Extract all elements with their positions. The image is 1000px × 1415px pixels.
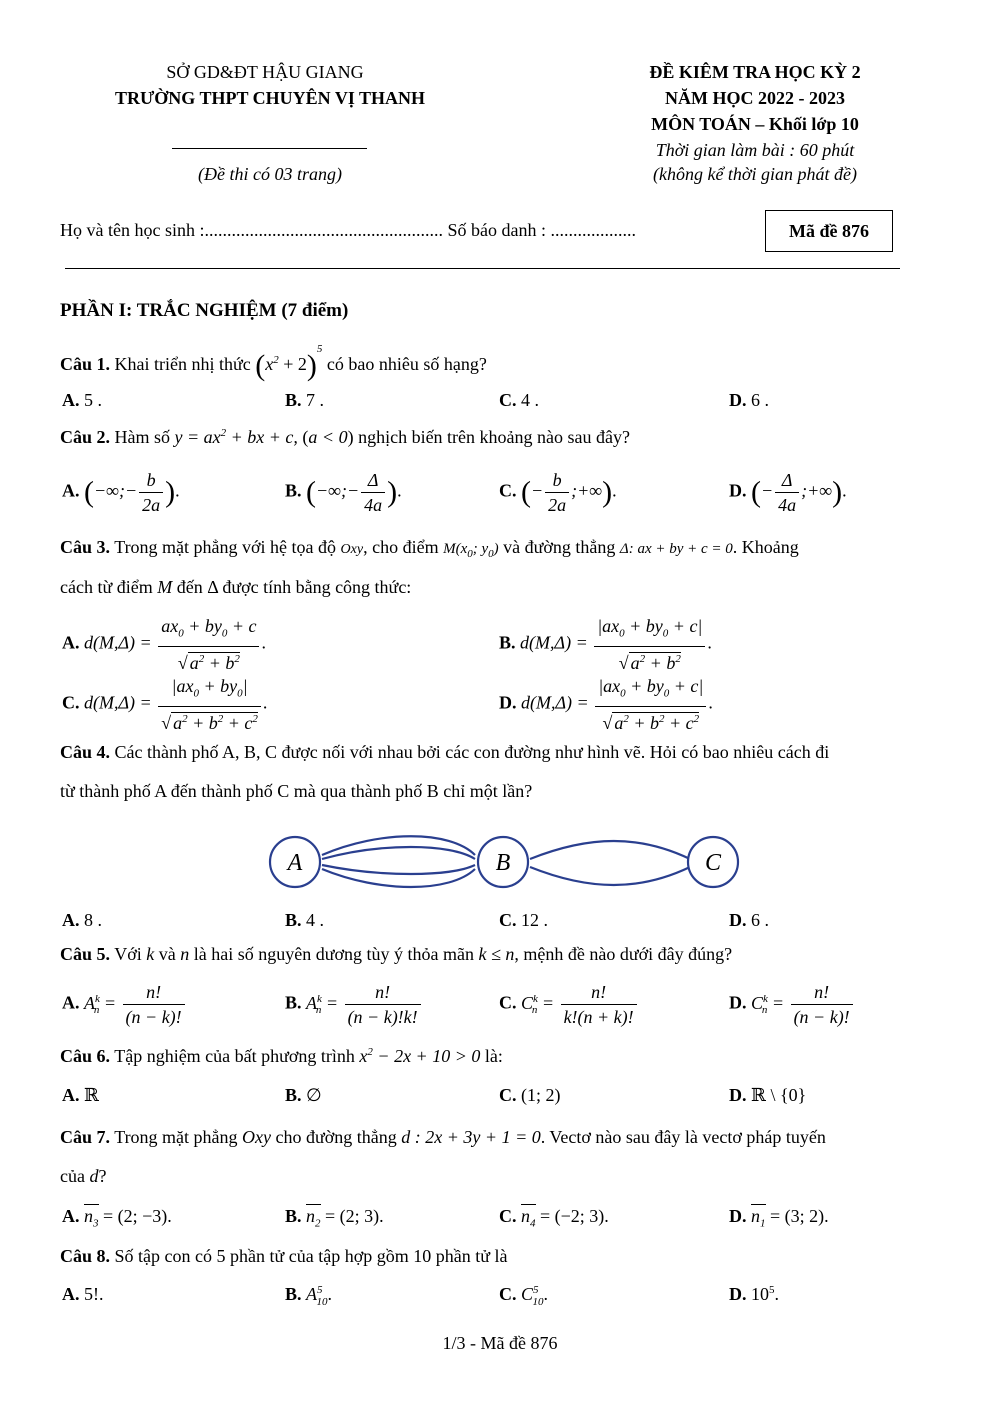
city-road-diagram [260, 825, 750, 900]
q1-expression: $(x^2 + 2)^5$ [255, 343, 323, 382]
road-bc-2 [530, 867, 690, 885]
page-footer: 1/3 - Mã đề 876 [442, 1333, 558, 1353]
question-3-line2: cách từ điểm M đến Δ được tính bằng công thức: [60, 577, 412, 597]
time-note: (không kể thời gian phát đề) [652, 164, 858, 184]
school-year: NĂM HỌC 2022 - 2023 [665, 88, 845, 108]
q2-option-a: A. (−∞;− $\frac{b}{2a}$ ). [62, 470, 180, 515]
question-4: Câu 4. Các thành phố A, B, C được nối với nhau bởi các con đường như hình vẽ. Hỏi có bao nhiêu cách đi [60, 742, 830, 762]
q7-option-b: B. $n_2 = (2$; 3). [285, 1206, 384, 1230]
question-7-line2: của d? [60, 1166, 107, 1186]
student-info-line: Họ và tên học sinh :..................................................... Số báo danh : ................... [60, 220, 636, 240]
q1-text-a: Khai triển nhị thức [114, 354, 251, 374]
question-1 [60, 343, 487, 383]
question-3: Câu 3. Trong mặt phẳng với hệ tọa độ Oxy, cho điểm $M(x_0$; $y_0$) và đường thẳng Δ: ax + by + c = 0. Khoảng [60, 537, 799, 560]
q4-option-c: C. 12 . [499, 910, 548, 930]
school-name: TRƯỜNG THPT CHUYÊN VỊ THANH [114, 88, 426, 108]
q1-option-b: B. 7 . [285, 390, 325, 410]
exam-title: ĐỀ KIÊM TRA HỌC KỲ 2 [649, 62, 861, 82]
header-rule [65, 268, 900, 269]
q1-text-b: có bao nhiêu số hạng? [326, 354, 487, 374]
road-ab-3 [322, 865, 475, 874]
q3-option-d: D. d(M,Δ) = $\frac{|ax_0 + by_0 + c|}{√ a^2 + b^2 + c^2}$ . [499, 676, 713, 733]
q8-option-d: D. $10^5$. [729, 1284, 779, 1304]
section-title: PHẦN I: TRẮC NGHIỆM (7 điểm) [60, 300, 349, 321]
q3-option-b: B. d(M,Δ) = $\frac{|ax_0 + by_0 + c|}{√ a^2 + b^2}$ . [499, 616, 712, 673]
subject: MÔN TOÁN – Khối lớp 10 [651, 114, 859, 134]
q1-label: Câu 1. [60, 354, 111, 374]
q6-option-a: A. ℝ [62, 1085, 99, 1105]
road-bc-1 [530, 841, 690, 859]
q4-option-d: D. 6 . [729, 910, 769, 930]
question-5: Câu 5. Với k và n là hai số nguyên dương tùy ý thỏa mãn k ≤ n, mệnh đề nào dưới đây đúng? [60, 944, 733, 964]
city-c-label: C [704, 850, 722, 876]
q7-option-c: C. $n_4 = (-2$; 3). [499, 1206, 609, 1230]
q5-option-b: B. $A^k_n$ = $\frac{n!}{(n - k)!k!}$ [285, 980, 423, 1029]
q6-option-b: B. ∅ [285, 1085, 322, 1105]
question-2: Câu 2. Hàm số $y = ax^2$ + bx + c, (a < 0) nghịch biến trên khoảng nào sau đây? [60, 427, 630, 447]
q4-option-b: B. 4 . [285, 910, 325, 930]
pages-note: (Đề thi có 03 trang) [198, 164, 342, 184]
q2-option-c: C. (− $\frac{b}{2a}$ ;+∞). [499, 470, 617, 515]
exam-code-box: Mã đề 876 [765, 210, 893, 252]
q8-option-a: A. 5!. [62, 1284, 104, 1304]
question-8: Câu 8. Số tập con có 5 phần tử của tập hợp gồm 10 phần tử là [60, 1246, 508, 1266]
q8-option-c: C. $C^5_{10}$. [499, 1284, 549, 1308]
q2-function: $y = ax^2$ + bx + c, (a < 0) [174, 427, 354, 447]
q1-option-d: D. 6 . [729, 390, 769, 410]
q3-option-c: C. d(M,Δ) = $\frac{|ax_0 + by_0|}{√ a^2 + b^2 + c^2}$ . [62, 676, 268, 733]
road-ab-1 [322, 836, 475, 855]
city-a-label: A [287, 850, 303, 876]
question-7: Câu 7. Trong mặt phẳng Oxy cho đường thẳng d : 2x + 3y + 1 = 0. Vectơ nào sau đây là vectơ pháp tuyến [60, 1127, 826, 1147]
q5-option-d: D. $C^k_n$ = $\frac{n!}{(n - k)!}$ [729, 980, 855, 1029]
q4-option-a: A. 8 . [62, 910, 102, 930]
department: SỞ GD&ĐT HẬU GIANG [166, 62, 364, 82]
q5-option-a: A. $A^k_n$ = $\frac{n!}{(n - k)!}$ [62, 980, 187, 1029]
time-limit: Thời gian làm bài : 60 phút [655, 140, 855, 160]
q7-option-a: A. $n_3 = (2$; −3). [62, 1206, 172, 1230]
city-b-label: B [495, 850, 511, 876]
q2-option-d: D. (− $\frac{\Delta}{4a}$ ;+∞). [729, 470, 847, 515]
q5-option-c: C. $C^k_n$ = $\frac{n!}{k!(n + k)!}$ [499, 980, 639, 1029]
q2-option-b: B. (−∞;− $\frac{\Delta}{4a}$ ). [285, 470, 402, 515]
q6-option-c: C. (1; 2) [499, 1085, 561, 1105]
q1-option-c: C. 4 . [499, 390, 539, 410]
q8-option-b: B. $A^5_{10}$. [285, 1284, 333, 1308]
header-divider [172, 148, 367, 149]
q7-option-d: D. $n_1 = (3$; 2). [729, 1206, 829, 1230]
road-ab-2 [322, 847, 475, 859]
q3-option-a: A. d(M,Δ) = $\frac{ax_0 + by_0 + c}{√ a^2 + b^2}$ . [62, 616, 266, 673]
q1-option-a: A. 5 . [62, 390, 102, 410]
q6-option-d: D. ℝ \ {0} [729, 1085, 807, 1105]
question-6: Câu 6. Tập nghiệm của bất phương trình $x^2 - 2x + 10 > 0$ là: [60, 1046, 503, 1066]
question-4-line2: từ thành phố A đến thành phố C mà qua thành phố B chỉ một lần? [60, 781, 533, 801]
